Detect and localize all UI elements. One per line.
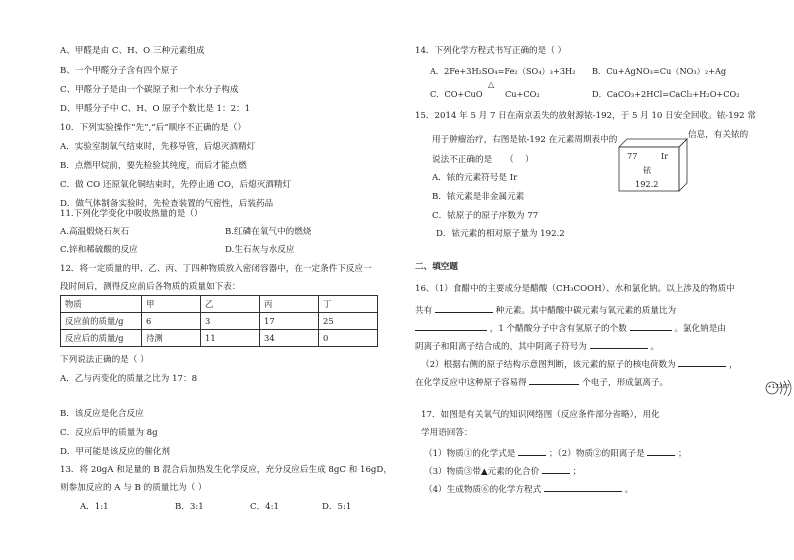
q9-option-a: A、甲醛是由 C、H、O 三种元素组成: [60, 46, 205, 56]
answer-blank[interactable]: [529, 376, 579, 385]
q17-line3-c: ；: [678, 449, 687, 459]
q17-line4: [424, 465, 581, 477]
table-header-cell: 丙: [260, 296, 319, 313]
q12-stem-line1: 12．将一定质量的甲、乙、丙、丁四种物质放入密闭容器中，在一定条件下反应一: [60, 264, 372, 274]
q17-line3-b: ；（2）物质②的阳离子是: [548, 449, 645, 459]
answer-blank[interactable]: [678, 358, 726, 367]
q12-stem-line2: 段时间后，测得反应前后各物质的质量如下表：: [60, 282, 241, 292]
answer-blank[interactable]: [544, 483, 622, 492]
q17-line3: [424, 447, 687, 459]
q13-option-b: B．3:1: [175, 502, 204, 512]
table-cell: 6: [142, 313, 201, 330]
q11-option-d: D.生石灰与水反应: [225, 245, 295, 255]
table-header-cell: 乙: [201, 296, 260, 313]
periodic-table-cell: [619, 143, 683, 191]
element-symbol: Ir: [661, 151, 669, 161]
q16-line6-a: 在化学反应中这种原子容易得: [415, 378, 527, 388]
q13-stem-line2: 则参加反应的 A 与 B 的质量比为（ ）: [60, 483, 207, 493]
q17-line5-b: 。: [624, 485, 634, 495]
q16-line6-b: 个电子，形成氯离子。: [582, 378, 669, 388]
q11-option-a: A.高温煅烧石灰石: [60, 227, 130, 237]
q14-option-b: B．Cu+AgNO₃=Cu（NO₃）₂+Ag: [592, 66, 727, 76]
answer-blank[interactable]: [630, 322, 672, 331]
q15-stem-line3: 说法不正确的是 （ ）: [432, 155, 534, 165]
answer-blank[interactable]: [435, 304, 493, 313]
q11-option-c: C.锌和稀硫酸的反应: [60, 245, 138, 255]
table-cell: 3: [201, 313, 260, 330]
table-row: [61, 313, 378, 330]
nucleus-charge: +17: [767, 384, 779, 390]
q9-option-c: C、甲醛分子是由一个碳原子和一个水分子构成: [60, 85, 239, 95]
electron-shells: 2 8 7: [779, 384, 790, 390]
q10-option-a: A．实验室制氧气结束时，先移导管，后熄灭酒精灯: [60, 142, 256, 152]
q12-option-d: D．甲可能是该反应的催化剂: [60, 447, 171, 457]
q16-line3: [415, 322, 726, 334]
q17-line5: [424, 483, 633, 495]
table-cell: 17: [260, 313, 319, 330]
table-header-cell: 甲: [142, 296, 201, 313]
q17-line2: 学用语回答：: [421, 428, 473, 438]
atomic-number: 77: [627, 151, 638, 161]
q12-option-a: A．乙与丙变化的质量之比为 17：8: [60, 374, 198, 384]
q16-line4-a: 阴离子和阳离子结合成的，其中阴离子符号为: [415, 342, 587, 352]
answer-blank[interactable]: [415, 322, 487, 331]
table-header-row: [61, 296, 378, 313]
q16-line3-a: ，1 个醋酸分子中含有氢原子的个数: [489, 324, 627, 334]
q16-line2: [415, 304, 676, 316]
q17-line5-a: （4）生成物质⑥的化学方程式: [424, 485, 542, 495]
q16-line4-b: 。: [650, 342, 659, 352]
q14-option-a: A．2Fe+3H₂SO₄=Fe₂（SO₄）₃+3H₂: [430, 66, 576, 76]
q16-line2-b: 种元素。其中醋酸中碳元素与氧元素的质量比为: [495, 306, 677, 316]
q10-stem: 10．下列实验操作“先”,“后”顺序不正确的是（）: [60, 123, 246, 133]
q15-option-c: C．铱原子的原子序数为 77: [432, 211, 539, 221]
q16-line3-b: 。氯化钠是由: [674, 324, 726, 334]
answer-blank[interactable]: [590, 340, 648, 349]
q12-option-c: C．反应后甲的质量为 8g: [60, 428, 158, 438]
q13-option-c: C．4:1: [250, 502, 279, 512]
q16-line6: [415, 376, 668, 388]
q15-option-d: D．铱元素的相对原子量为 192.2: [436, 229, 565, 239]
q15-stem-line2: 用于肿瘤治疗，右图是铱-192 在元素周期表中的: [432, 135, 618, 145]
answer-blank[interactable]: [542, 465, 570, 474]
table-header-cell: 丁: [319, 296, 378, 313]
q13-option-d: D．5:1: [322, 502, 352, 512]
q14-option-c-product: Cu+CO₂: [505, 89, 540, 99]
q12-option-b: B．该反应是化合反应: [60, 409, 144, 419]
table-cell: 反应后的质量/g: [61, 330, 142, 347]
q16-line5-a: （2）根据右侧的原子结构示意图判断，该元素的原子的核电荷数为: [421, 360, 676, 370]
table-cell: 反应前的质量/g: [61, 313, 142, 330]
q10-option-b: B．点燃甲烷前，要先检验其纯度，而后才能点燃: [60, 161, 247, 171]
q15-option-a: A．铱的元素符号是 Ir: [432, 173, 518, 183]
table-cell: 34: [260, 330, 319, 347]
q16-line5: [421, 358, 738, 370]
q12-question: 下列说法正确的是（ ）: [60, 355, 149, 365]
chlorine-atom-diagram: [766, 380, 792, 406]
q14-option-d: D．CaCO₃+2HCl=CaCl₂+H₂O+CO₂: [592, 89, 740, 99]
table-row: [61, 330, 378, 347]
q16-line2-a: 共有: [415, 306, 433, 316]
q9-option-b: B、一个甲醛分子含有四个原子: [60, 66, 179, 76]
q11-option-b: B.红磷在氧气中的燃烧: [225, 227, 312, 237]
table-cell: 0: [319, 330, 378, 347]
q16-line4: [415, 340, 659, 352]
table-cell: 待测: [142, 330, 201, 347]
q17-line3-a: （1）物质①的化学式是: [424, 449, 516, 459]
q15-stem-line2b: 信息，有关铱的: [688, 130, 749, 140]
q16-line5-b: ，: [729, 360, 738, 370]
q17-line1: 17．如图是有关氧气的知识网络图（反应条件部分省略），用化: [421, 410, 660, 420]
q17-line4-b: ；: [572, 467, 582, 477]
q10-option-c: C．做 CO 还原氧化铜结束时，先停止通 CO，后熄灭酒精灯: [60, 180, 292, 190]
mass-table: [60, 295, 378, 347]
q17-line4-a: （3）物质③带▲元素的化合价: [424, 467, 540, 477]
table-cell: 11: [201, 330, 260, 347]
table-cell: 25: [319, 313, 378, 330]
q13-stem-line1: 13．将 20gA 和足量的 B 混合后加热发生化学反应，充分反应后生成 8gC 和 16gD，: [60, 465, 392, 475]
heat-symbol: △: [488, 79, 495, 89]
q13-option-a: A．1:1: [80, 502, 109, 512]
table-header-cell: 物质: [61, 296, 142, 313]
element-name: 铱: [643, 165, 652, 175]
q11-stem: 11.下列化学变化中吸收热量的是（）: [60, 209, 203, 219]
q15-option-b: B．铱元素是非金属元素: [432, 192, 525, 202]
q14-stem: 14．下列化学方程式书写正确的是（ ）: [415, 46, 567, 56]
section-fill-in-title: 二、填空题: [415, 262, 458, 272]
q16-line1: 16、（1）食醋中的主要成分是醋酸（CH₃COOH）、水和氯化钠。以上涉及的物质中: [415, 284, 735, 294]
atomic-mass: 192.2: [635, 179, 659, 189]
answer-blank[interactable]: [518, 447, 546, 456]
answer-blank[interactable]: [647, 447, 675, 456]
q14-option-c: C．CO+CuO: [430, 89, 483, 99]
q15-stem-line1: 15．2014 年 5 月 7 日在南京丢失的放射源铱-192，于 5 月 10 日安全回收。铱-192 常: [415, 111, 756, 121]
q10-option-d: D．做气体制备实验时，先检查装置的气密性，后装药品: [60, 199, 274, 209]
q9-option-d: D、甲醛分子中 C、H、O 原子个数比是 1：2：1: [60, 104, 251, 114]
